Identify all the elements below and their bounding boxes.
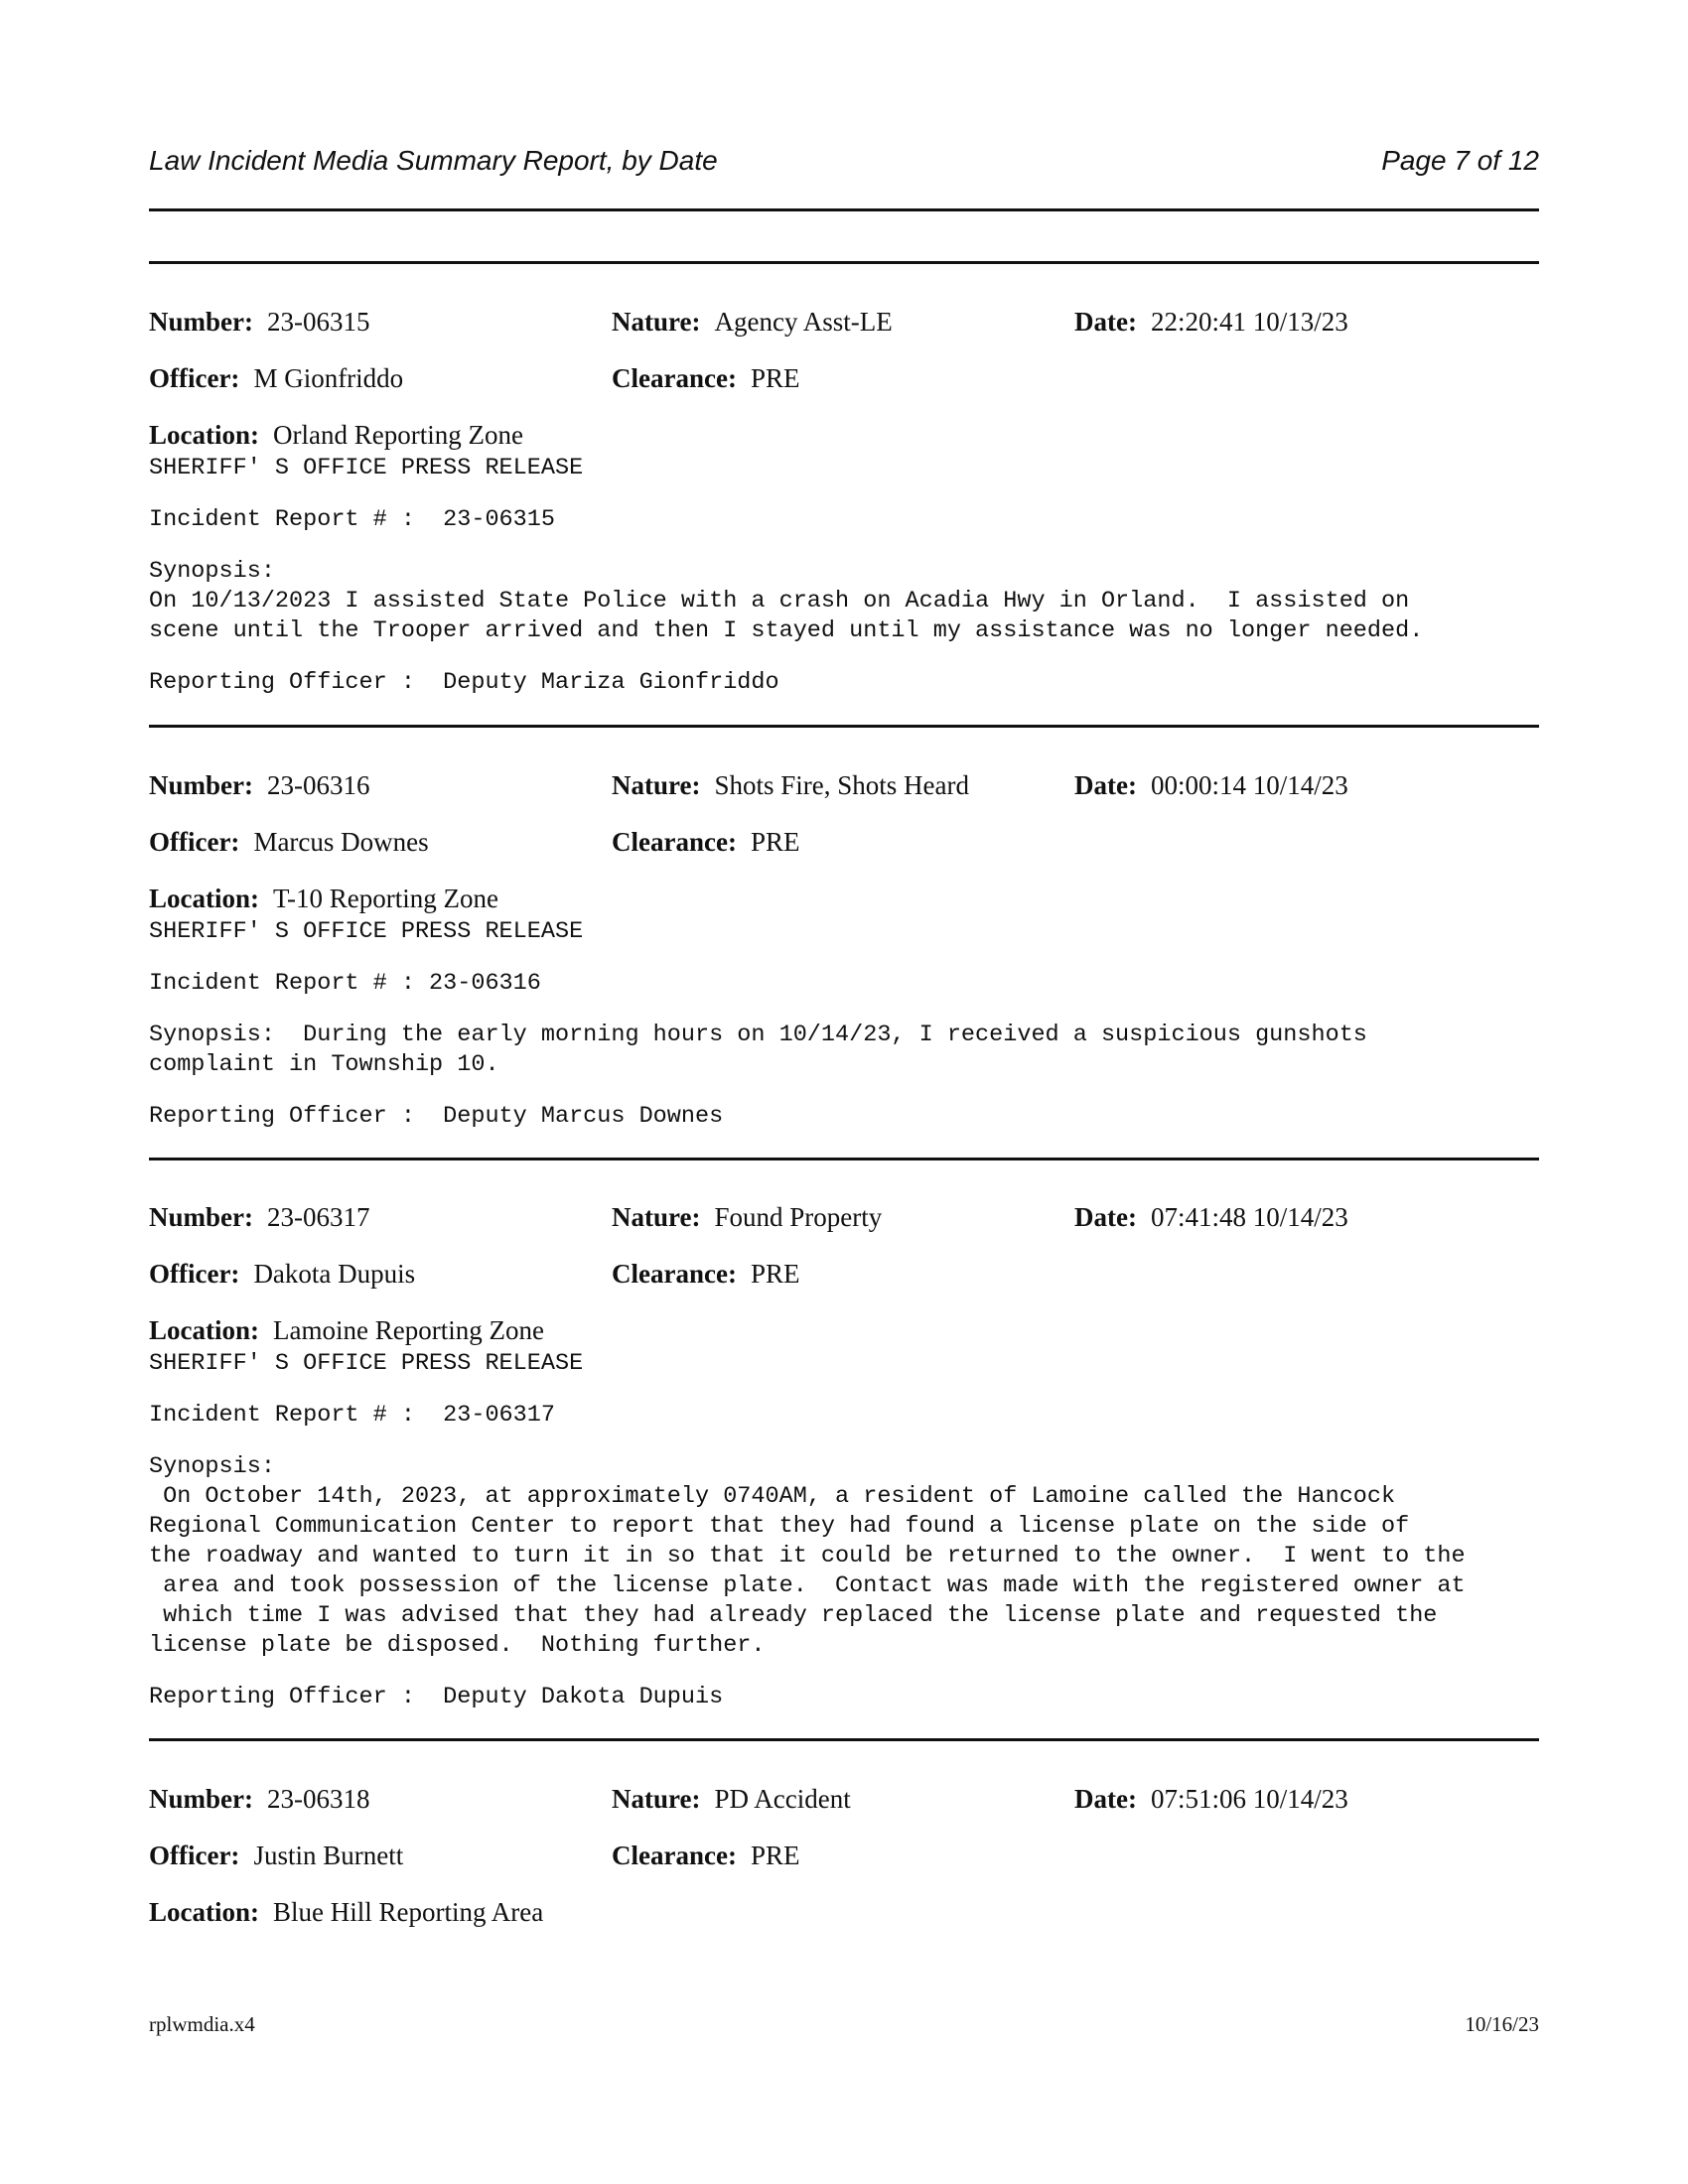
record-officer-row [149, 1259, 1539, 1293]
location-row [149, 884, 1539, 917]
location-name: Lamoine Reporting Zone [273, 1315, 544, 1345]
incident-record [149, 1784, 1539, 1931]
synopsis: Synopsis: During the early morning hours on 10/14/23, I received a suspicious gunshots complaint in Township 10. [149, 1022, 1367, 1078]
record-summary-row [149, 307, 1539, 341]
footer-report-code: rplwmdia.x4 [149, 2012, 255, 2036]
reporting-officer: Reporting Officer : Deputy Dakota Dupuis [149, 1684, 724, 1710]
press-release-label: SHERIFF' S OFFICE PRESS RELEASE [149, 1350, 584, 1377]
record-summary-row [149, 1202, 1539, 1236]
record-summary-row [149, 1784, 1539, 1818]
location-field: Location: Lamoine Reporting Zone [149, 1315, 544, 1345]
location-name: Orland Reporting Zone [273, 420, 523, 450]
incident-date: 07:51:06 10/14/23 [1150, 1784, 1348, 1814]
nature-field: Nature: Shots Fire, Shots Heard [612, 770, 969, 800]
location-field: Location: Blue Hill Reporting Area [149, 1897, 544, 1927]
incident-number: 23-06318 [266, 1784, 370, 1814]
incident-number: 23-06315 [266, 307, 370, 337]
officer-field: Officer: Justin Burnett [149, 1841, 404, 1870]
press-release-label: SHERIFF' S OFFICE PRESS RELEASE [149, 918, 584, 945]
incident-record [149, 1202, 1539, 1712]
incident-number: 23-06317 [266, 1202, 370, 1232]
incident-nature: Shots Fire, Shots Heard [714, 770, 969, 800]
clearance-code: PRE [750, 1259, 800, 1289]
report-title: Law Incident Media Summary Report, by Date [149, 145, 718, 176]
incident-nature: Found Property [714, 1202, 883, 1232]
location-row [149, 420, 1539, 454]
officer-name: Justin Burnett [253, 1841, 404, 1870]
number-field: Number: 23-06318 [149, 1784, 370, 1814]
clearance-field: Clearance: PRE [612, 363, 800, 393]
section-divider [149, 261, 1539, 264]
officer-name: Marcus Downes [253, 827, 429, 857]
officer-field: Officer: Marcus Downes [149, 827, 429, 857]
synopsis: Synopsis: On October 14th, 2023, at approximately 0740AM, a resident of Lamoine called the Hancock Regional Communication Center to report that they had found a license plate on the side of the roadway and wanted to turn it in so that it could be returned to the owner. I went to the area and took possession of the license plate. Contact was made with the registered owner at which time I was advised that they had already replaced the license plate and requested the license plate be disposed. Nothing further. [149, 1453, 1466, 1659]
officer-field: Officer: M Gionfriddo [149, 363, 404, 393]
record-divider [149, 1738, 1539, 1741]
incident-nature: Agency Asst-LE [714, 307, 893, 337]
incident-record [149, 770, 1539, 1132]
nature-field: Nature: Agency Asst-LE [612, 307, 893, 337]
location-name: Blue Hill Reporting Area [273, 1897, 544, 1927]
header-divider [149, 208, 1539, 211]
synopsis: Synopsis: On 10/13/2023 I assisted State Police with a crash on Acadia Hwy in Orland. I assisted on scene until the Trooper arrived and then I stayed until my assistance was no longer needed. [149, 558, 1424, 644]
date-field: Date: 07:41:48 10/14/23 [1074, 1202, 1348, 1232]
date-field: Date: 22:20:41 10/13/23 [1074, 307, 1348, 337]
location-row [149, 1897, 1539, 1931]
incident-report-number: Incident Report # : 23-06316 [149, 970, 541, 997]
record-officer-row [149, 827, 1539, 861]
record-officer-row [149, 1841, 1539, 1874]
incident-date: 07:41:48 10/14/23 [1150, 1202, 1348, 1232]
date-field: Date: 00:00:14 10/14/23 [1074, 770, 1348, 800]
officer-field: Officer: Dakota Dupuis [149, 1259, 416, 1289]
reporting-officer: Reporting Officer : Deputy Marcus Downes [149, 1103, 724, 1130]
record-officer-row [149, 363, 1539, 397]
clearance-code: PRE [750, 1841, 800, 1870]
footer-print-date: 10/16/23 [1465, 2012, 1539, 2036]
date-field: Date: 07:51:06 10/14/23 [1074, 1784, 1348, 1814]
page-number: Page 7 of 12 [1381, 145, 1539, 176]
incident-nature: PD Accident [714, 1784, 851, 1814]
page-header [149, 145, 1539, 185]
nature-field: Nature: PD Accident [612, 1784, 851, 1814]
incident-number: 23-06316 [266, 770, 370, 800]
record-divider [149, 725, 1539, 728]
incident-date: 00:00:14 10/14/23 [1150, 770, 1348, 800]
officer-name: M Gionfriddo [253, 363, 404, 393]
location-row [149, 1315, 1539, 1349]
record-summary-row [149, 770, 1539, 804]
nature-field: Nature: Found Property [612, 1202, 883, 1232]
number-field: Number: 23-06315 [149, 307, 370, 337]
clearance-field: Clearance: PRE [612, 1841, 800, 1870]
incident-report-number: Incident Report # : 23-06317 [149, 1402, 555, 1429]
clearance-field: Clearance: PRE [612, 827, 800, 857]
incident-record [149, 307, 1539, 698]
incident-report-number: Incident Report # : 23-06315 [149, 506, 555, 533]
clearance-field: Clearance: PRE [612, 1259, 800, 1289]
reporting-officer: Reporting Officer : Deputy Mariza Gionfriddo [149, 669, 779, 696]
clearance-code: PRE [750, 827, 800, 857]
incident-date: 22:20:41 10/13/23 [1150, 307, 1348, 337]
record-divider [149, 1158, 1539, 1160]
press-release-label: SHERIFF' S OFFICE PRESS RELEASE [149, 455, 584, 481]
number-field: Number: 23-06316 [149, 770, 370, 800]
clearance-code: PRE [750, 363, 800, 393]
location-field: Location: T-10 Reporting Zone [149, 884, 498, 913]
location-name: T-10 Reporting Zone [273, 884, 498, 913]
officer-name: Dakota Dupuis [253, 1259, 416, 1289]
location-field: Location: Orland Reporting Zone [149, 420, 523, 450]
number-field: Number: 23-06317 [149, 1202, 370, 1232]
